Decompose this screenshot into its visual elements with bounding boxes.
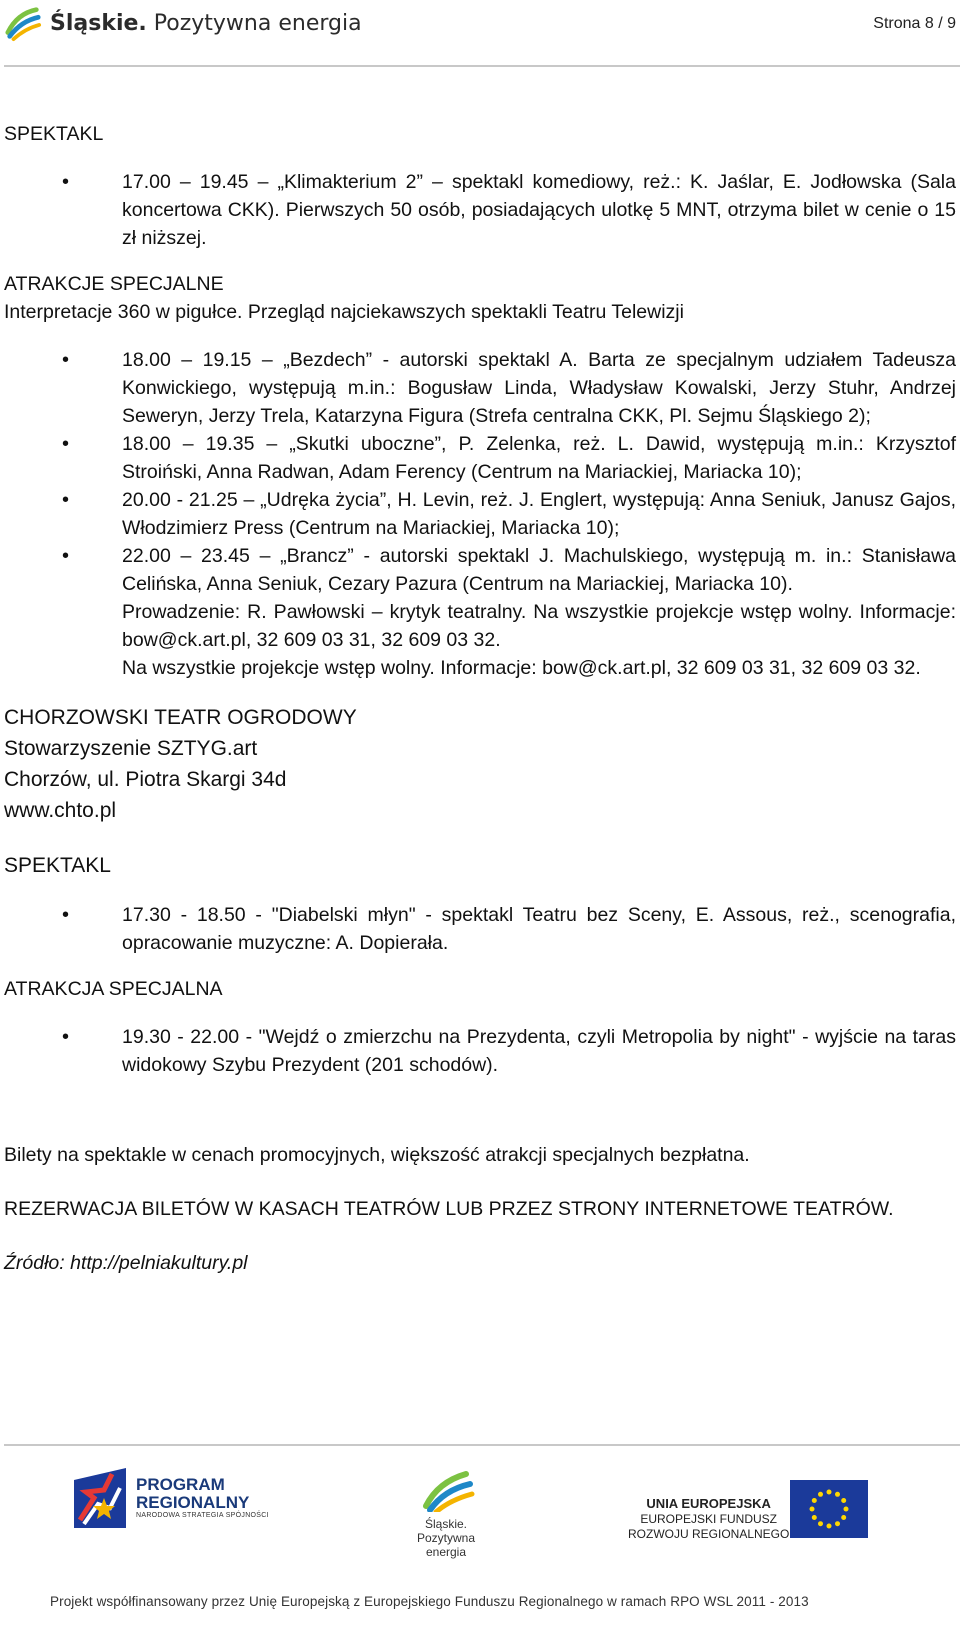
list-item: • 17.30 - 18.50 - "Diabelski młyn" - spektakl Teatru bez Sceny, E. Assous, reż., scenografia, opracowanie muzyczne: A. Dopierała.: [4, 901, 956, 957]
event-list: [4, 168, 956, 252]
program-star-icon: [74, 1468, 126, 1528]
list-item: • 17.00 – 19.45 – „Klimakterium 2” – spektakl komediowy, reż.: K. Jaślar, E. Jodłowska (Sala koncertowa CKK). Pierwszych 50 osób, posiadających ulotkę 5 MNT, otrzyma bilet w cenie o 15 zł niższej.: [4, 168, 956, 252]
logo-text: Śląskie. Pozytywna energia: [50, 10, 362, 36]
program-line2: REGIONALNY: [136, 1493, 250, 1513]
event-list: [4, 1023, 956, 1079]
program-line3: NARODOWA STRATEGIA SPÓJNOŚCI: [136, 1512, 269, 1520]
section-heading-atrakcja: ATRAKCJA SPECJALNA: [4, 978, 223, 1000]
eu-line2: EUROPEJSKI FUNDUSZ: [640, 1512, 778, 1527]
venue-address: Chorzów, ul. Piotra Skargi 34d: [4, 768, 287, 791]
list-item: • 18.00 – 19.15 – „Bezdech” - autorski spektakl A. Barta ze specjalnym udziałem Tadeusza Konwickiego, występują m.in.: Bogusław Linda, Władysław Kowalski, Jerzy Stuhr, Andrzej Seweryn, Jerzy Trela, Katarzyna Figura (Strefa centralna CKK, Pl. Sejmu Śląskiego 2);: [4, 346, 956, 430]
closing-reservation: REZERWACJA BILETÓW W KASACH TEATRÓW LUB PRZEZ STRONY INTERNETOWE TEATRÓW.: [4, 1198, 894, 1220]
slaskie-footer-name: Śląskie.: [424, 1517, 468, 1531]
list-item: • 22.00 – 23.45 – „Brancz” - autorski spektakl J. Machulskiego, występują m. in.: Stanisława Celińska, Anna Seniuk, Cezary Pazura (Centrum na Mariackiej, Mariacka 10).: [4, 542, 956, 598]
venue-org: Stowarzyszenie SZTYG.art: [4, 737, 258, 760]
eu-fund-text: [628, 1496, 789, 1542]
source-note: Źródło: http://pelniakultury.pl: [4, 1252, 248, 1274]
program-regionalny-logo: [74, 1468, 269, 1528]
venue-website: www.chto.pl: [4, 799, 117, 822]
page-header: [0, 0, 960, 70]
footer-logos: [0, 1468, 960, 1568]
header-rule: [4, 65, 960, 67]
section-heading-spektakl: SPEKTAKL: [4, 854, 111, 877]
list-item: • 19.30 - 22.00 - "Wejdź o zmierzchu na Prezydenta, czyli Metropolia by night" - wyjście na taras widokowy Szybu Prezydent (201 schodów).: [4, 1023, 956, 1079]
page-number: Strona 8 / 9: [873, 15, 956, 32]
closing-tickets: Bilety na spektakle w cenach promocyjnych, większość atrakcji specjalnych bezpłatna.: [4, 1144, 750, 1166]
event-list: [4, 346, 956, 598]
note-text: Na wszystkie projekcje wstęp wolny. Informacje: bow@ck.art.pl, 32 609 03 31, 32 609 03 32.: [122, 657, 921, 679]
eu-line3: ROZWOJU REGIONALNEGO: [628, 1527, 790, 1542]
venue-name: CHORZOWSKI TEATR OGRODOWY: [4, 706, 357, 729]
slaskie-swoosh-icon: [4, 4, 42, 42]
footer-rule: [4, 1444, 960, 1446]
list-item: • 20.00 - 21.25 – „Udręka życia”, H. Levin, reż. J. Englert, występują: Anna Seniuk, Janusz Gajos, Włodzimierz Press (Centrum na Mariackiej, Mariacka 10);: [4, 486, 956, 542]
section-subheading: Interpretacje 360 w pigułce. Przegląd najciekawszych spektakli Teatru Telewizji: [4, 301, 684, 323]
list-item: • 18.00 – 19.35 – „Skutki uboczne”, P. Zelenka, reż. L. Dawid, występują m.in.: Krzysztof Stroiński, Anna Radwan, Adam Ferency (Centrum na Mariackiej, Mariacka 10);: [4, 430, 956, 486]
slaskie-footer-logo: [396, 1468, 496, 1559]
slaskie-logo: [4, 4, 362, 42]
venue-block: [4, 702, 956, 826]
slaskie-footer-tag: Pozytywna energia: [416, 1531, 476, 1559]
eu-line1: UNIA EUROPEJSKA: [646, 1496, 771, 1511]
page-footer: [0, 1448, 960, 1629]
event-list: [4, 901, 956, 957]
program-line1: PROGRAM: [136, 1475, 225, 1495]
section-heading-spektakl: SPEKTAKL: [4, 123, 104, 145]
slaskie-swoosh-icon: [416, 1468, 476, 1512]
note-text: Prowadzenie: R. Pawłowski – krytyk teatralny. Na wszystkie projekcje wstęp wolny. Informacje: bow@ck.art.pl, 32 609 03 31, 32 609 03 32.: [122, 601, 956, 651]
document-body: [4, 120, 956, 1277]
cofinancing-note: Projekt współfinansowany przez Unię Europejską z Europejskiego Funduszu Regionalnego w ramach RPO WSL 2011 - 2013: [50, 1594, 809, 1609]
eu-flag-icon: [790, 1480, 868, 1538]
section-heading-atrakcje: ATRAKCJE SPECJALNE: [4, 273, 224, 295]
